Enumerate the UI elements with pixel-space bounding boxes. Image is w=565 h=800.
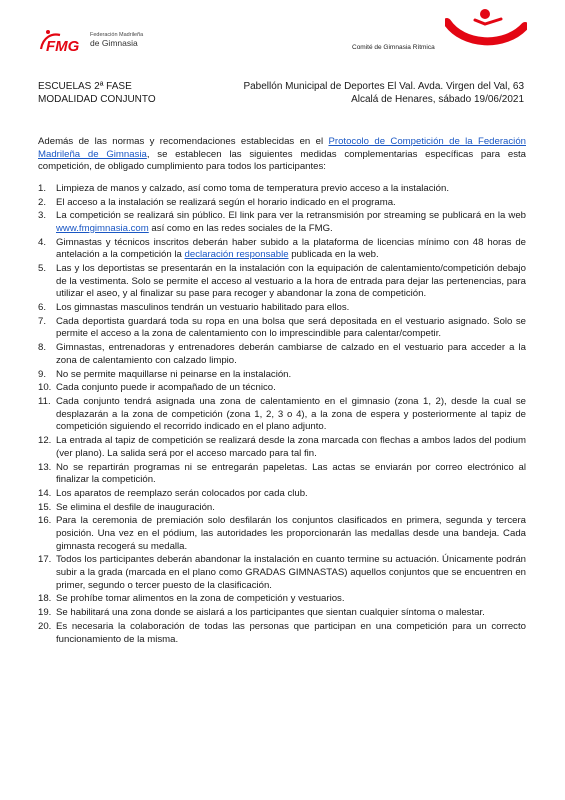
rule-item bbox=[38, 396, 526, 434]
rule-item bbox=[38, 263, 526, 301]
rule-number: 4. bbox=[38, 236, 47, 248]
rule-number: 11. bbox=[38, 396, 51, 408]
intro-text-end: , se establecen las siguientes medidas complementarias específicas para esta competición, de obligado cumplimiento para todos los participantes: bbox=[38, 148, 526, 173]
rule-item bbox=[38, 316, 526, 341]
rule-text: Se prohíbe tomar alimentos en la zona de competición y vestuarios. bbox=[56, 593, 345, 605]
rule-text: Todos los participantes deberán abandonar la instalación en cuanto termine su actuación. Únicamente podrán subir a la grada (marcada en el plano como GRADAS GIMNASTAS) aquellos conjuntos que se encuentren en primer, segundo o tercer puesto de la clasificación. bbox=[56, 554, 526, 591]
rule-number: 10. bbox=[38, 382, 52, 394]
rule-item bbox=[38, 621, 526, 646]
event-header-right bbox=[243, 80, 524, 106]
rule-text: No se permite maquillarse ni peinarse en la instalación. bbox=[56, 368, 292, 380]
rule-text: Es necesaria la colaboración de todas las personas que participan en una competición para un correcto funcionamiento de la misma. bbox=[56, 620, 526, 645]
fmg-logo-icon bbox=[38, 27, 88, 57]
federation-name-small: Federación Madrileña bbox=[90, 32, 144, 38]
rule-number: 8. bbox=[38, 342, 47, 354]
rule-text-continued: así como en las redes sociales de la FMG. bbox=[148, 222, 333, 234]
protocol-link[interactable]: Protocolo de Competición de la Federación Madrileña de Gimnasia bbox=[38, 136, 526, 160]
rule-item bbox=[38, 607, 526, 620]
event-date: Alcalá de Henares, sábado 19/06/2021 bbox=[351, 94, 524, 105]
gymnast-ribbon-icon bbox=[445, 8, 527, 46]
rule-item bbox=[38, 369, 526, 382]
rule-item bbox=[38, 302, 526, 315]
event-venue: Pabellón Municipal de Deportes El Val. Avda. Virgen del Val, 63 bbox=[243, 81, 524, 92]
rule-number: 14. bbox=[38, 487, 52, 499]
rule-text: No se repartirán programas ni se entregarán papeletas. Las actas se enviarán por correo electrónico al finalizar la competición. bbox=[56, 461, 526, 486]
fmg-logo-letters: FMG bbox=[46, 38, 80, 55]
rule-number: 2. bbox=[38, 196, 47, 208]
rule-item bbox=[38, 382, 526, 395]
rule-link[interactable]: declaración responsable bbox=[184, 249, 289, 261]
rule-text: La competición se realizará sin público. El link para ver la retransmisión por streaming se publicará en la web bbox=[56, 210, 526, 222]
rule-number: 7. bbox=[38, 315, 47, 327]
rule-item bbox=[38, 462, 526, 487]
rule-item bbox=[38, 342, 526, 367]
rule-text: Gimnastas, entrenadoras y entrenadores deberán cambiarse de calzado en el vestuario para acceder a la zona de calentamiento con calzado limpio. bbox=[56, 342, 526, 366]
rule-number: 6. bbox=[38, 302, 47, 314]
rule-item bbox=[38, 502, 526, 515]
rule-link[interactable]: www.fmgimnasia.com bbox=[56, 222, 149, 234]
rule-item bbox=[38, 593, 526, 606]
rule-item bbox=[38, 488, 526, 501]
rule-number: 19. bbox=[38, 607, 52, 619]
rule-text: Los aparatos de reemplazo serán colocados por cada club. bbox=[56, 487, 308, 499]
rule-number: 1. bbox=[38, 182, 47, 194]
rule-text: Los gimnastas masculinos tendrán un vestuario habilitado para ellos. bbox=[56, 302, 350, 314]
rule-item bbox=[38, 183, 526, 196]
rule-number: 18. bbox=[38, 593, 52, 605]
rule-number: 16. bbox=[38, 515, 52, 527]
rule-text: Se habilitará una zona donde se aislará a los participantes que sientan cualquier síntoma o malestar. bbox=[56, 607, 485, 619]
rule-text: Se elimina el desfile de inauguración. bbox=[56, 501, 215, 513]
rule-item bbox=[38, 237, 526, 262]
rule-number: 17. bbox=[38, 554, 52, 566]
rule-text: Cada conjunto tendrá asignada una zona de calentamiento en el gimnasio (zona 1, 2), desde la cual se desplazarán a la zona de competición (zona 1, 2, 3 o 4), a la zona de espera y posteriormente al tapiz de competición siguiendo el recorrido indicado en el plano adjunto. bbox=[56, 396, 526, 433]
rule-number: 3. bbox=[38, 210, 47, 222]
rule-item bbox=[38, 515, 526, 553]
rule-number: 15. bbox=[38, 501, 52, 513]
rule-text: Cada deportista guardará toda su ropa en una bolsa que será depositada en el vestuario asignado. Solo se permite el acceso a la zona de calentamiento con lo imprescindible para calentar/competir. bbox=[56, 315, 526, 340]
rule-number: 20. bbox=[38, 620, 52, 632]
intro-text-start: Además de las normas y recomendaciones establecidas en el bbox=[38, 136, 329, 147]
event-modality: MODALIDAD CONJUNTO bbox=[38, 94, 156, 105]
rule-text: Gimnastas y técnicos inscritos deberán haber subido a la plataforma de licencias mínimo con 48 horas de antelación a la competición la bbox=[56, 236, 526, 261]
rules-list bbox=[38, 183, 526, 646]
event-header-left bbox=[38, 80, 156, 106]
event-phase: ESCUELAS 2ª FASE bbox=[38, 81, 132, 92]
rule-text: Cada conjunto puede ir acompañado de un técnico. bbox=[56, 382, 276, 394]
rule-number: 5. bbox=[38, 263, 47, 275]
rule-item bbox=[38, 197, 526, 210]
rule-text: Para la ceremonia de premiación solo desfilarán los conjuntos clasificados en primera, segunda y tercera posición. Una vez en el pódium, las autoridades les proporcionarán las medallas desde una bandeja. Cada gimnasta recogerá su medalla. bbox=[56, 515, 526, 552]
rule-number: 9. bbox=[38, 368, 47, 380]
rule-number: 13. bbox=[38, 461, 52, 473]
rule-text: Limpieza de manos y calzado, así como toma de temperatura previo acceso a la instalación. bbox=[56, 182, 450, 194]
rule-text: La entrada al tapiz de competición se realizará desde la zona marcada con flechas a ambos lados del podium (ver plano). La salida será por el acceso marcado para tal fin. bbox=[56, 435, 526, 459]
rule-text: El acceso a la instalación se realizará según el horario indicado en el programa. bbox=[56, 196, 396, 208]
rule-item bbox=[38, 435, 526, 460]
rule-item bbox=[38, 210, 526, 235]
fmg-logo bbox=[38, 27, 158, 57]
federation-name-large: de Gimnasia bbox=[90, 38, 138, 48]
rule-text: Las y los deportistas se presentarán en la instalación con la equipación de calentamiento/competición debajo de la vestimenta. Solo se permite el acceso al vestuario a la hora de entrada para dejar las pertenencias, para utilizar el aseo, y al finalizar su pase para recoger y abandonar la zona de competición. bbox=[56, 263, 526, 300]
document-body bbox=[38, 136, 526, 647]
rule-text-continued: publicada en la web. bbox=[288, 249, 379, 261]
rule-item bbox=[38, 554, 526, 592]
intro-paragraph bbox=[38, 136, 526, 174]
committee-label: Comité de Gimnasia Rítmica bbox=[352, 44, 435, 51]
rule-number: 12. bbox=[38, 435, 52, 447]
